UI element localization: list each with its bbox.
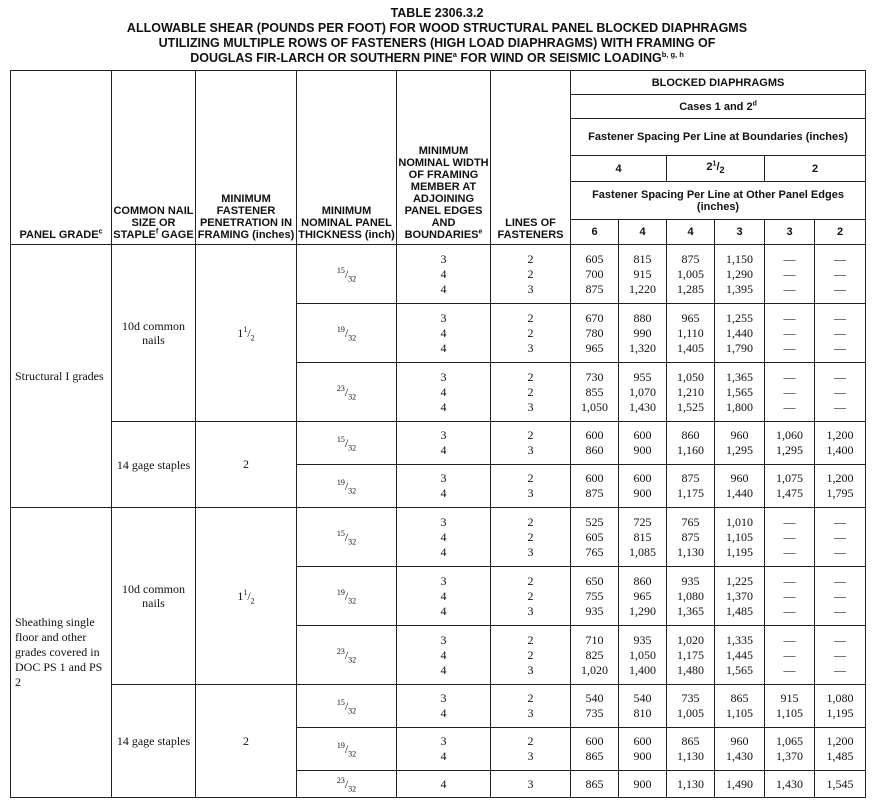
header-boundary-spacing: Fastener Spacing Per Line at Boundaries (inches)	[571, 119, 866, 156]
shear-value-cell: 1,060 1,295	[765, 422, 815, 465]
header-other-3b: 3	[765, 220, 815, 245]
shear-value-cell: 1,200 1,400	[815, 422, 866, 465]
shear-value-cell: 600 900	[619, 465, 667, 508]
framing-width-cell: 3 4	[397, 685, 491, 728]
shear-value-cell: 1,490	[715, 771, 765, 798]
framing-width-cell: 3 4	[397, 422, 491, 465]
shear-value-cell: 935 1,080 1,365	[667, 567, 715, 626]
shear-value-cell: 960 1,440	[715, 465, 765, 508]
shear-value-cell: — — —	[765, 304, 815, 363]
table-number: TABLE 2306.3.2	[390, 6, 484, 20]
lines-of-fasteners-cell: 2 3	[491, 465, 571, 508]
shear-value-cell: 860 1,160	[667, 422, 715, 465]
table-row	[11, 685, 866, 728]
panel-thickness-cell: $^{19}/_{32}$	[297, 465, 397, 508]
shear-value-cell: 875 1,175	[667, 465, 715, 508]
table-body	[11, 245, 866, 798]
framing-width-cell: 3 4	[397, 465, 491, 508]
header-penetration: MINIMUM FASTENER PENETRATION IN FRAMING (inches)	[196, 71, 297, 245]
lines-of-fasteners-cell: 2 2 3	[491, 245, 571, 304]
shear-value-cell: 1,150 1,290 1,395	[715, 245, 765, 304]
shear-value-cell: 600 875	[571, 465, 619, 508]
nail-size-cell: 10d common nails	[112, 508, 196, 685]
shear-value-cell: 875 1,005 1,285	[667, 245, 715, 304]
table-row	[11, 508, 866, 567]
shear-value-cell: 900	[619, 771, 667, 798]
panel-thickness-cell: $^{23}/_{32}$	[297, 771, 397, 798]
shear-value-cell: 1,080 1,195	[815, 685, 866, 728]
table-title-line-3: DOUGLAS FIR-LARCH OR SOUTHERN PINE$^a$ FOR WIND OR SEISMIC LOADING$^{b, g, h}$	[190, 49, 684, 65]
header-other-4a: 4	[619, 220, 667, 245]
shear-value-cell: 765 875 1,130	[667, 508, 715, 567]
header-other-4b: 4	[667, 220, 715, 245]
shear-value-cell: — — —	[815, 567, 866, 626]
shear-value-cell: 650 755 935	[571, 567, 619, 626]
header-nail-size: COMMON NAIL SIZE OR STAPLE$^f$ GAGE	[112, 71, 196, 245]
penetration-cell: 2	[196, 685, 297, 798]
shear-value-cell: 1,050 1,210 1,525	[667, 363, 715, 422]
shear-value-cell: 865	[571, 771, 619, 798]
shear-value-cell: 710 825 1,020	[571, 626, 619, 685]
header-panel-grade: PANEL GRADE$^c$	[11, 71, 112, 245]
shear-value-cell: — — —	[765, 567, 815, 626]
lines-of-fasteners-cell: 2 3	[491, 685, 571, 728]
framing-width-cell: 3 4 4	[397, 363, 491, 422]
shear-value-cell: 730 855 1,050	[571, 363, 619, 422]
lines-of-fasteners-cell: 2 2 3	[491, 363, 571, 422]
lines-of-fasteners-cell: 2 2 3	[491, 626, 571, 685]
lines-of-fasteners-cell: 3	[491, 771, 571, 798]
shear-value-cell: 915 1,105	[765, 685, 815, 728]
shear-value-cell: 600 900	[619, 728, 667, 771]
lines-of-fasteners-cell: 2 3	[491, 422, 571, 465]
shear-value-cell: 815 915 1,220	[619, 245, 667, 304]
lines-of-fasteners-cell: 2 3	[491, 728, 571, 771]
table-row	[11, 245, 866, 304]
penetration-cell: $1^1/_2$	[196, 245, 297, 422]
framing-width-cell: 3 4 4	[397, 567, 491, 626]
panel-thickness-cell: $^{23}/_{32}$	[297, 363, 397, 422]
header-other-spacing: Fastener Spacing Per Line at Other Panel Edges (inches)	[571, 182, 866, 220]
shear-value-cell: 600 865	[571, 728, 619, 771]
shear-value-cell: 1,130	[667, 771, 715, 798]
framing-width-cell: 3 4 4	[397, 626, 491, 685]
table-row	[11, 422, 866, 465]
shear-value-cell: 1,200 1,795	[815, 465, 866, 508]
panel-thickness-cell: $^{15}/_{32}$	[297, 422, 397, 465]
shear-value-cell: 965 1,110 1,405	[667, 304, 715, 363]
shear-value-cell: 960 1,295	[715, 422, 765, 465]
lines-of-fasteners-cell: 2 2 3	[491, 304, 571, 363]
shear-value-cell: — — —	[815, 245, 866, 304]
shear-value-cell: 525 605 765	[571, 508, 619, 567]
header-boundary-4: 4	[571, 156, 667, 182]
shear-value-cell: 955 1,070 1,430	[619, 363, 667, 422]
panel-thickness-cell: $^{15}/_{32}$	[297, 508, 397, 567]
table-title-line-2: UTILIZING MULTIPLE ROWS OF FASTENERS (HIGH LOAD DIAPHRAGMS) WITH FRAMING OF	[158, 36, 716, 50]
header-other-3a: 3	[715, 220, 765, 245]
panel-thickness-cell: $^{15}/_{32}$	[297, 685, 397, 728]
nail-size-cell: 14 gage staples	[112, 422, 196, 508]
header-boundary-2-1-2: $2^1/_2$	[667, 156, 765, 182]
framing-width-cell: 3 4 4	[397, 508, 491, 567]
shear-value-cell: 1,225 1,370 1,485	[715, 567, 765, 626]
panel-thickness-cell: $^{19}/_{32}$	[297, 567, 397, 626]
shear-value-cell: — — —	[765, 363, 815, 422]
lines-of-fasteners-cell: 2 2 3	[491, 508, 571, 567]
penetration-cell: 2	[196, 422, 297, 508]
panel-grade-cell: Structural I grades	[11, 245, 112, 508]
shear-value-cell: 860 965 1,290	[619, 567, 667, 626]
shear-value-cell: 605 700 875	[571, 245, 619, 304]
shear-table	[10, 70, 866, 798]
header-blocked-diaphragms: BLOCKED DIAPHRAGMS	[571, 71, 866, 95]
framing-width-cell: 3 4 4	[397, 304, 491, 363]
shear-value-cell: 1,075 1,475	[765, 465, 815, 508]
shear-value-cell: 1,010 1,105 1,195	[715, 508, 765, 567]
shear-value-cell: 1,365 1,565 1,800	[715, 363, 765, 422]
shear-value-cell: 670 780 965	[571, 304, 619, 363]
shear-value-cell: 1,335 1,445 1,565	[715, 626, 765, 685]
header-cases: Cases 1 and 2$^d$	[571, 95, 866, 119]
shear-value-cell: 960 1,430	[715, 728, 765, 771]
header-boundary-2: 2	[765, 156, 866, 182]
shear-value-cell: 725 815 1,085	[619, 508, 667, 567]
framing-width-cell: 4	[397, 771, 491, 798]
shear-value-cell: 935 1,050 1,400	[619, 626, 667, 685]
shear-value-cell: — — —	[765, 508, 815, 567]
header-framing-width: MINIMUM NOMINAL WIDTH OF FRAMING MEMBER AT ADJOINING PANEL EDGES AND BOUNDARIES$^e$	[397, 71, 491, 245]
shear-value-cell: 540 735	[571, 685, 619, 728]
table-title-line-1: ALLOWABLE SHEAR (POUNDS PER FOOT) FOR WOOD STRUCTURAL PANEL BLOCKED DIAPHRAGMS	[126, 21, 748, 35]
shear-value-cell: 600 860	[571, 422, 619, 465]
shear-value-cell: 600 900	[619, 422, 667, 465]
header-other-2: 2	[815, 220, 866, 245]
lines-of-fasteners-cell: 2 2 3	[491, 567, 571, 626]
panel-thickness-cell: $^{19}/_{32}$	[297, 728, 397, 771]
shear-value-cell: — — —	[765, 626, 815, 685]
panel-grade-cell: Sheathing single floor and other grades covered in DOC PS 1 and PS 2	[11, 508, 112, 798]
shear-value-cell: 1,255 1,440 1,790	[715, 304, 765, 363]
shear-value-cell: — — —	[765, 245, 815, 304]
shear-value-cell: — — —	[815, 363, 866, 422]
shear-value-cell: 1,430	[765, 771, 815, 798]
penetration-cell: $1^1/_2$	[196, 508, 297, 685]
panel-thickness-cell: $^{19}/_{32}$	[297, 304, 397, 363]
header-other-6: 6	[571, 220, 619, 245]
shear-value-cell: — — —	[815, 304, 866, 363]
shear-value-cell: — — —	[815, 508, 866, 567]
shear-value-cell: 1,020 1,175 1,480	[667, 626, 715, 685]
shear-value-cell: 865 1,105	[715, 685, 765, 728]
nail-size-cell: 10d common nails	[112, 245, 196, 422]
framing-width-cell: 3 4	[397, 728, 491, 771]
shear-value-cell: 540 810	[619, 685, 667, 728]
shear-value-cell: 1,545	[815, 771, 866, 798]
shear-value-cell: — — —	[815, 626, 866, 685]
shear-value-cell: 1,065 1,370	[765, 728, 815, 771]
header-thickness: MINIMUM NOMINAL PANEL THICKNESS (inch)	[297, 71, 397, 245]
framing-width-cell: 3 4 4	[397, 245, 491, 304]
shear-value-cell: 735 1,005	[667, 685, 715, 728]
shear-value-cell: 1,200 1,485	[815, 728, 866, 771]
panel-thickness-cell: $^{23}/_{32}$	[297, 626, 397, 685]
shear-value-cell: 865 1,130	[667, 728, 715, 771]
shear-value-cell: 880 990 1,320	[619, 304, 667, 363]
nail-size-cell: 14 gage staples	[112, 685, 196, 798]
header-lines-of-fasteners: LINES OF FASTENERS	[491, 71, 571, 245]
panel-thickness-cell: $^{15}/_{32}$	[297, 245, 397, 304]
